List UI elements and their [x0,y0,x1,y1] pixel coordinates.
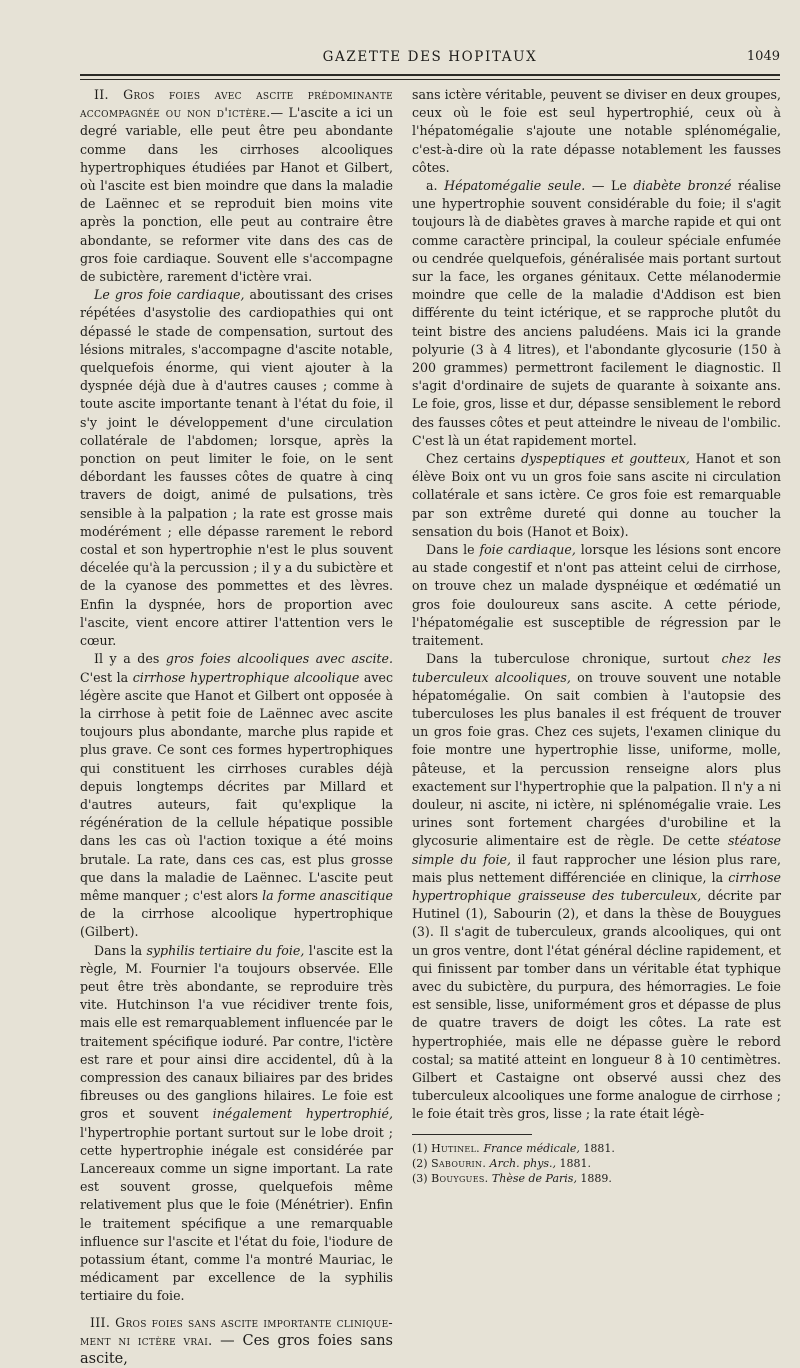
term-cirrhose-graisseuse: cirrhose hypertrophique graisseuse des tuberculeux, [412,869,781,903]
page-header [80,48,780,70]
term-cirrhose-hypertrophique: cirrhose hypertrophique alcoolique [132,669,360,685]
header-rule-thick [80,74,780,76]
footnote [412,1141,781,1156]
footnote-year: 1889. [576,1171,612,1185]
text-run: — Le [585,178,634,194]
footnote [412,1156,781,1171]
footnote-rule [412,1134,532,1135]
text-run: il faut rapprocher une lésion plus rare, mais plus nettement différenciée en clinique, la [412,851,781,885]
footnotes [412,1141,781,1186]
section-ii-intro: — L'ascite a ici un degré variable, elle peut être peu abondante comme dans les cirrhoses alcooliques hypertrophiques étudiées par Hanot et Gilbert, où l'ascite est bien moindre que dans la maladie de Laënnec et se reproduit bien moins vite après la ponction, elle peut au contraire être abondante, se reformer vite dans des cas de gros foie cardiaque. Souvent elle s'accompagne de subictère, rarement d'ictère vrai. [80,105,393,285]
footnote-title: Arch. phys., [489,1156,557,1170]
footnote-year: 1881. [579,1141,615,1155]
footnote [412,1171,781,1186]
right-column [398,86,781,1186]
term-syphilis-tertiaire: syphilis tertiaire du foie, [146,942,305,958]
text-run: réalise une hypertrophie souvent considérable du foie; il s'agit toujours là de diabètes graves à marche rapide et qui ont comme caractère principal, la couleur spéciale enfumée ou cendrée quelquefois, généralisée mais portant surtout sur la face, les organes génitaux. Cette mélanodermie moindre que celle de la maladie d'Addison est bien différente du teint ictérique, et se rapproche plutôt du teint bistre des anciens paludéens. Mais ici la grande polyurie (3 à 4 litres), et l'abondante glycosurie (150 à 200 grammes) permettront facilement le diagnostic. Il s'agit d'ordinaire de sujets de quarante à soixante ans. Le foie, gros, lisse et dur, dépasse sensiblement le rebord des fausses côtes et peut atteindre le niveau de l'ombilic. C'est là un état rapidement mortel. [412,178,782,448]
header-rule-thin [80,79,780,80]
term-tuberculeux-alcooliques: chez les tuberculeux alcooliques, [412,651,782,685]
term-steatose-simple: stéatose simple du foie, [412,833,781,867]
text-run: Hanot et son élève Boix ont vu un gros foie sans ascite ni circulation collatérale et sans ictère. Ce gros foie est remarquable par son extrême dureté qui donne au toucher la sensation du bois (Hanot et Boix). [412,451,781,539]
footnote-number: (3) [412,1171,428,1185]
text-run: lorsque les lésions sont encore au stade congestif et n'ont pas atteint celui de cirrhose, on trouve chez un malade dyspnéique et œdématié un gros foie douloureux sans ascite. A cette période, l'hépatomégalie est susceptible de régression par le traitement. [412,542,781,649]
footnote-year: 1881. [556,1156,592,1170]
left-column [80,86,393,1368]
paragraph-continuation: sans ictère véritable, peuvent se diviser en deux groupes, ceux où le foie est seul hypertrophié, ceux où à l'hépatomégalie s'ajoute une notable splénomégalie, c'est-à-dire où la rate dépasse notablement les fausses côtes. [412,87,781,175]
subsection-hepatomegalie-seule: Hépatomégalie seule. [444,178,586,194]
section-ii-title: II. Gros foies avec ascite prédominante accompagnée ou non d'ictère. [80,87,393,121]
text-run: C'est la [80,669,133,685]
section-ii-paragraph [80,86,393,286]
paragraph-dyspeptiques [412,450,781,541]
footnote-number: (1) [412,1141,428,1155]
footnote-author: Sabourin. [431,1156,487,1170]
footnote-author: Hutinel. [431,1141,480,1155]
text-run: avec légère ascite que Hanot et Gilbert ont opposée à la cirrhose à petit foie de Laënnec avec ascite toujours plus abondante, marche plus rapide et plus grave. Ce sont ces formes hypertrophiques qui constituent les cirrhoses curables déjà depuis longtemps décrites par Millard et d'autres auteurs, fait qu'explique la régénération de la cellule hépatique possible dans les cas où l'action toxique a été moins brutale. La rate, dans ces cas, est plus grosse que dans la maladie de Laënnec. L'ascite peut même manquer ; c'est alors [80,669,393,903]
term-gros-foie-cardiaque: Le gros foie cardiaque, [94,287,245,303]
text-run: décrite par Hutinel (1), Sabourin (2), et dans la thèse de Bouygues (3). Il s'agit de tuberculeux, grands alcooliques, qui ont un gros ventre, dont l'état général décline rapidement, et qui finissent par tomber dans un véritable état typhique avec du subictère, du purpura, des hémorragies. Le foie est sensible, lisse, uniformément gros et dépasse de plus de quatre travers de doigt les côtes. La rate est hypertrophiée, mais elle ne dépasse guère le rebord costal; sa matité atteint en longueur 8 à 10 centimètres. Gilbert et Castaigne ont observé aussi chez des tuberculeux alcooliques une forme analogue de cirrhose ; le foie était très gros, lisse ; la rate était légè- [412,887,781,1122]
running-title: GAZETTE DES HOPITAUX [322,49,538,65]
text-run: l'ascite est la règle, M. Fournier l'a toujours observée. Elle peut être très abondante, se reproduire très vite. Hutchinson l'a vue récidiver trente fois, mais elle est remarquablement influencée par le traitement spécifique ioduré. Par contre, l'ictère est rare et pour ainsi dire accidentel, dû à la compression des canaux biliaires par des brides fibreuses ou des ganglions hilaires. Le foie est gros et souvent [80,942,393,1122]
paragraph-foie-cardiaque [80,286,393,650]
section-iii-title: III. Gros foies sans ascite importante clinique- ment ni ictère vrai. [80,1314,393,1348]
footnote-number: (2) [412,1156,428,1170]
term-foie-cardiaque: foie cardiaque, [479,542,576,558]
text-run: Chez certains [426,451,521,467]
paragraph-diabete-bronze [412,177,781,450]
text-run: Dans la [94,942,147,958]
text-run: on trouve souvent une notable hépatomégalie. On sait combien à l'autopsie des tuberculoses les plus banales il est fréquent de trouver un gros foie gras. Chez ces sujets, l'examen clinique du foie montre une hypertrophie lisse, uniforme, molle, pâteuse, et la percussion renseigne alors plus exactement sur l'hypertrophie que la palpation. Il n'y a ni douleur, ni ascite, ni ictère, ni splénomégalie vraie. Les urines sont fortement chargées d'urobiline et la glycosurie alimentaire est de règle. De cette [412,669,781,849]
term-diabete-bronze: diabète bronzé [633,178,732,194]
section-iii-paragraph [80,1314,393,1368]
text-run: Il y a des [94,651,166,667]
section-iii-intro: — Ces gros foies sans ascite, [80,1332,394,1368]
term-forme-anascitique: la forme anascitique [262,887,393,903]
paragraph-text: aboutissant des crises répétées d'asystolie des cardiopathies qui ont dépassé le stade de compensation, surtout des lésions mitrales, s'accompagne d'ascite notable, quelquefois énorme, qui vient ajouter à la dyspnée déjà due à d'autres causes ; comme à toute ascite importante tenant à l'état du foie, il s'y joint le développement d'une circulation collatérale de l'abdomen; lorsque, après la ponction on peut limiter le foie, on le sent débordant les fausses côtes de quatre à cinq travers de doigt, animé de pulsations, très sensible à la palpation ; la rate est grosse mais modérément ; elle dépasse rarement le rebord costal et son hypertrophie n'est le plus souvent décelée qu'à la percussion ; il y a du subictère et de la cyanose des pommettes et des lèvres. Enfin la dyspnée, hors de proportion avec l'ascite, vient encore attirer l'attention vers le cœur. [80,287,393,649]
text-run: Dans le [426,542,480,558]
paragraph-foie-cardiaque-congestif [412,541,781,650]
footnote-author: Bouygues. [431,1171,489,1185]
term-dyspeptiques-goutteux: dyspeptiques et goutteux, [520,451,690,467]
text-run: Dans la tuberculose chronique, surtout [426,651,722,667]
paragraph-syphilis [80,942,393,1306]
text-run: a. [426,178,445,194]
footnote-title: France médicale, [483,1141,580,1155]
term-foies-alcooliques: gros foies alcooliques avec ascite. [165,651,393,667]
term-inegalement-hypertrophie: inégalement hypertrophié, [212,1106,394,1122]
text-run: de la cirrhose alcoolique hypertrophique (Gilbert). [80,906,393,940]
paragraph-tuberculose [412,650,781,1123]
paragraph-foies-alcooliques [80,650,393,941]
footnote-title: Thèse de Paris, [491,1171,577,1185]
page-number: 1049 [746,49,780,64]
text-run: l'hypertrophie portant surtout sur le lobe droit ; cette hypertrophie inégale est considérée par Lancereaux comme un signe important. La rate est souvent grosse, quelquefois même relativement plus que le foie (Ménétrier). Enfin le traitement spécifique a une remarquable influence sur l'ascite et l'état du foie, l'iodure de potassium étant, comme l'a montré Mauriac, le médicament par excellence de la syphilis tertiaire du foie. [80,1124,393,1304]
